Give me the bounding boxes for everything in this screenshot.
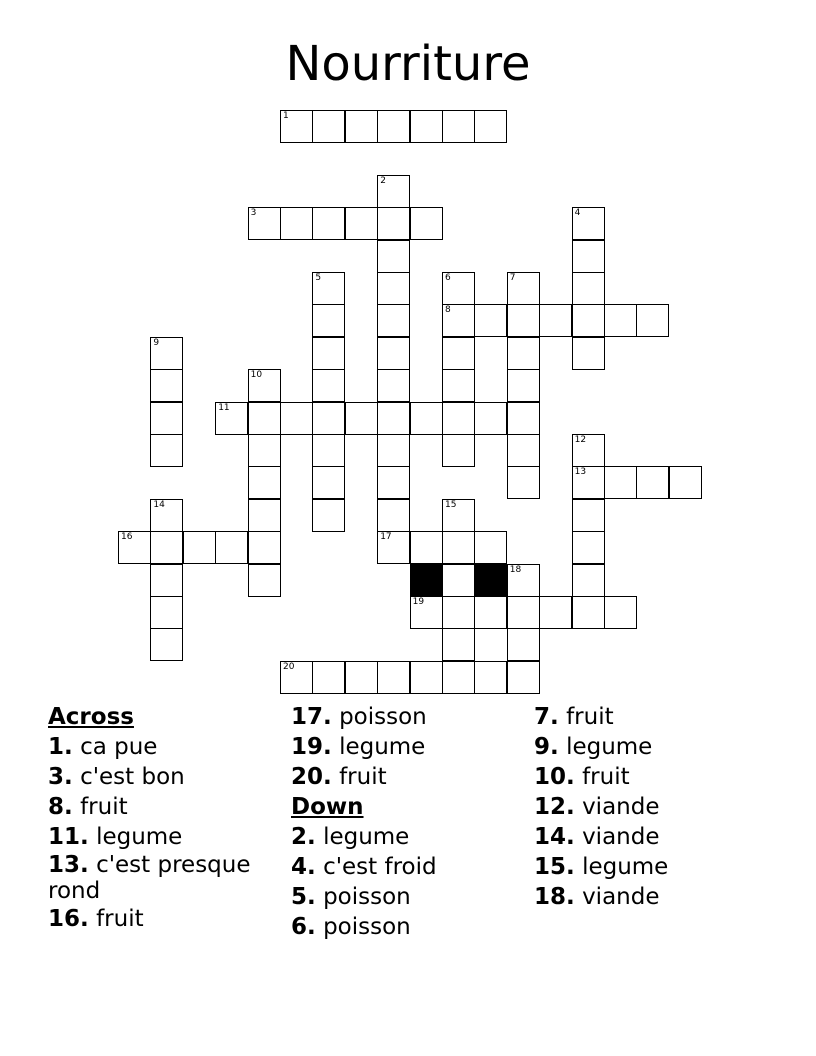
clue-text: poisson [323,884,411,910]
grid-cell[interactable] [442,531,475,564]
grid-cell[interactable] [312,110,345,143]
clue-number: 12. [534,794,575,820]
page-title: Nourriture [285,36,531,92]
clue-across-3[interactable] [48,762,273,792]
clue-number-label: 12 [574,435,587,445]
grid-cell[interactable] [150,402,183,435]
grid-cell[interactable] [280,402,313,435]
down-heading: Down [291,794,364,820]
clue-number: 14. [534,824,575,850]
grid-cell[interactable] [410,207,443,240]
black-cell [474,564,507,597]
grid-cell[interactable] [312,337,345,370]
grid-cell[interactable] [377,110,410,143]
clue-text: fruit [582,764,630,790]
grid-cell[interactable] [118,531,151,564]
grid-cell[interactable] [474,531,507,564]
grid-cell[interactable] [604,466,637,499]
grid-cell[interactable] [248,207,281,240]
black-cell [410,564,443,597]
clue-number-label: 17 [380,532,392,543]
grid-cell[interactable] [669,466,702,499]
grid-cell[interactable] [248,466,281,499]
clue-text: legume [582,854,669,880]
grid-cell[interactable] [312,304,345,337]
clue-number: 5. [291,884,316,910]
grid-cell[interactable] [280,110,313,143]
grid-cell[interactable] [442,661,475,694]
grid-cell[interactable] [150,564,183,597]
grid-cell[interactable] [442,596,475,629]
grid-cell[interactable] [377,466,410,499]
clue-text: legume [339,734,426,760]
grid-cell[interactable] [150,499,183,532]
grid-cell[interactable] [442,628,475,661]
grid-cell[interactable] [604,596,637,629]
clue-number: 8. [48,794,73,820]
clue-across-19[interactable] [291,732,516,762]
grid-cell[interactable] [572,434,605,467]
clue-down-7[interactable] [534,702,774,732]
clue-number: 4. [291,854,316,880]
grid-cell[interactable] [248,531,281,564]
grid-cell[interactable] [280,207,313,240]
grid-cell[interactable] [377,531,410,564]
grid-cell[interactable] [539,304,572,337]
grid-cell[interactable] [507,369,540,402]
clue-number-label: 9 [153,337,160,348]
grid-cell[interactable] [345,110,378,143]
clue-number-label: 1 [283,111,289,121]
clue-column-2 [291,702,516,942]
clue-across-11[interactable] [48,822,273,852]
grid-cell[interactable] [215,402,248,435]
grid-cell[interactable] [442,434,475,467]
clue-text: fruit [339,764,387,790]
grid-cell[interactable] [474,402,507,435]
grid-cell[interactable] [507,466,540,499]
grid-cell[interactable] [248,402,281,435]
grid-cell[interactable] [377,272,410,305]
grid-cell[interactable] [410,531,443,564]
grid-cell[interactable] [248,434,281,467]
grid-cell[interactable] [572,466,605,499]
grid-cell[interactable] [345,402,378,435]
grid-cell[interactable] [474,110,507,143]
clue-number-label: 20 [283,661,295,672]
clue-number: 6. [291,914,316,940]
clue-down-14[interactable] [534,822,774,852]
grid-cell[interactable] [377,240,410,273]
grid-cell[interactable] [442,564,475,597]
grid-cell[interactable] [442,272,475,305]
grid-cell[interactable] [312,272,345,305]
grid-cell[interactable] [572,207,605,240]
grid-cell[interactable] [150,628,183,661]
clue-text: c'est froid [323,854,437,880]
grid-cell[interactable] [248,369,281,402]
grid-cell[interactable] [150,337,183,370]
grid-cell[interactable] [312,369,345,402]
clue-text: poisson [323,914,411,940]
clue-down-10[interactable] [534,762,774,792]
clue-text: fruit [566,704,614,730]
clue-number-label: 16 [121,532,133,543]
grid-cell[interactable] [410,661,443,694]
clue-number-label: 15 [445,499,457,510]
clue-text: ca pue [80,734,158,760]
grid-cell[interactable] [150,531,183,564]
grid-cell[interactable] [150,369,183,402]
clue-number: 15. [534,854,575,880]
clue-number: 11. [48,824,89,850]
clue-text: poisson [339,704,427,730]
grid-cell[interactable] [377,661,410,694]
clue-number-label: 2 [380,175,386,186]
grid-cell[interactable] [572,531,605,564]
clue-down-2[interactable] [291,822,516,852]
clue-number: 16. [48,906,89,932]
grid-cell[interactable] [312,207,345,240]
clue-across-8[interactable] [48,792,273,822]
grid-cell[interactable] [636,466,669,499]
grid-cell[interactable] [377,175,410,208]
clue-number-label: 4 [574,208,581,219]
grid-cell[interactable] [474,304,507,337]
clue-number-label: 11 [218,402,230,413]
clue-number-label: 7 [509,273,516,283]
grid-cell[interactable] [507,661,540,694]
clue-down-9[interactable] [534,732,774,762]
grid-cell[interactable] [442,402,475,435]
clue-text: viande [582,884,660,910]
grid-cell[interactable] [215,531,248,564]
clue-number-label: 19 [412,597,425,607]
clue-down-5[interactable] [291,882,516,912]
clue-number-label: 14 [153,499,165,510]
clue-down-6[interactable] [291,912,516,942]
clue-down-12[interactable] [534,792,774,822]
grid-cell[interactable] [312,661,345,694]
grid-cell[interactable] [572,564,605,597]
grid-cell[interactable] [410,596,443,629]
grid-cell[interactable] [604,304,637,337]
grid-cell[interactable] [183,531,216,564]
grid-cell[interactable] [345,207,378,240]
grid-cell[interactable] [410,110,443,143]
grid-cell[interactable] [572,337,605,370]
grid-cell[interactable] [280,661,313,694]
grid-cell[interactable] [507,337,540,370]
clue-number: 13. [48,852,89,878]
clue-text: fruit [80,794,128,820]
grid-cell[interactable] [377,434,410,467]
clue-number-label: 10 [250,370,263,381]
grid-cell[interactable] [312,499,345,532]
grid-cell[interactable] [507,434,540,467]
grid-cell[interactable] [442,369,475,402]
clue-across-13[interactable] [48,852,273,904]
grid-cell[interactable] [572,499,605,532]
clue-number-label: 8 [445,305,451,316]
grid-cell[interactable] [345,661,378,694]
grid-cell[interactable] [474,661,507,694]
clue-number: 17. [291,704,332,730]
grid-cell[interactable] [442,110,475,143]
clue-down-18[interactable] [534,882,774,912]
clue-text: viande [582,794,660,820]
clue-number: 19. [291,734,332,760]
grid-cell[interactable] [312,466,345,499]
grid-cell[interactable] [248,499,281,532]
clue-number-label: 13 [574,467,587,478]
clue-across-17[interactable] [291,702,516,732]
clue-text: legume [566,734,653,760]
grid-cell[interactable] [150,434,183,467]
grid-cell[interactable] [507,564,540,597]
clue-number: 2. [291,824,316,850]
clue-text: legume [96,824,183,850]
grid-cell[interactable] [312,402,345,435]
clue-number: 18. [534,884,575,910]
grid-cell[interactable] [474,596,507,629]
grid-cell[interactable] [507,628,540,661]
grid-cell[interactable] [377,337,410,370]
clue-text: legume [323,824,410,850]
clue-number: 9. [534,734,559,760]
across-heading: Across [48,704,134,730]
clue-number: 3. [48,764,73,790]
clue-column-1 [48,702,273,934]
grid-cell[interactable] [507,402,540,435]
grid-cell[interactable] [150,596,183,629]
grid-cell[interactable] [507,596,540,629]
grid-cell[interactable] [377,304,410,337]
grid-cell[interactable] [507,272,540,305]
clue-number-label: 6 [445,273,451,283]
grid-cell[interactable] [442,304,475,337]
grid-cell[interactable] [377,369,410,402]
clue-number: 10. [534,764,575,790]
clue-text: fruit [96,906,144,932]
grid-cell[interactable] [377,207,410,240]
grid-cell[interactable] [636,304,669,337]
clue-number: 7. [534,704,559,730]
clue-column-3 [534,702,774,912]
grid-cell[interactable] [442,499,475,532]
grid-cell[interactable] [572,240,605,273]
clue-down-4[interactable] [291,852,516,882]
clue-text: viande [582,824,660,850]
clue-text: c'est bon [80,764,185,790]
grid-cell[interactable] [539,596,572,629]
clue-number-label: 3 [250,208,257,219]
clue-across-20[interactable] [291,762,516,792]
grid-cell[interactable] [248,564,281,597]
grid-cell[interactable] [377,499,410,532]
grid-cell[interactable] [572,304,605,337]
clue-down-15[interactable] [534,852,774,882]
clue-number-label: 18 [509,564,522,575]
clue-number: 1. [48,734,73,760]
grid-cell[interactable] [312,434,345,467]
grid-cell[interactable] [572,272,605,305]
grid-cell[interactable] [410,402,443,435]
grid-cell[interactable] [507,304,540,337]
clue-number-label: 5 [315,273,322,283]
grid-cell[interactable] [572,596,605,629]
grid-cell[interactable] [377,402,410,435]
clue-across-16[interactable] [48,904,273,934]
clue-text: c'est presque rond [48,852,251,904]
clue-number: 20. [291,764,332,790]
clue-across-1[interactable] [48,732,273,762]
grid-cell[interactable] [442,337,475,370]
